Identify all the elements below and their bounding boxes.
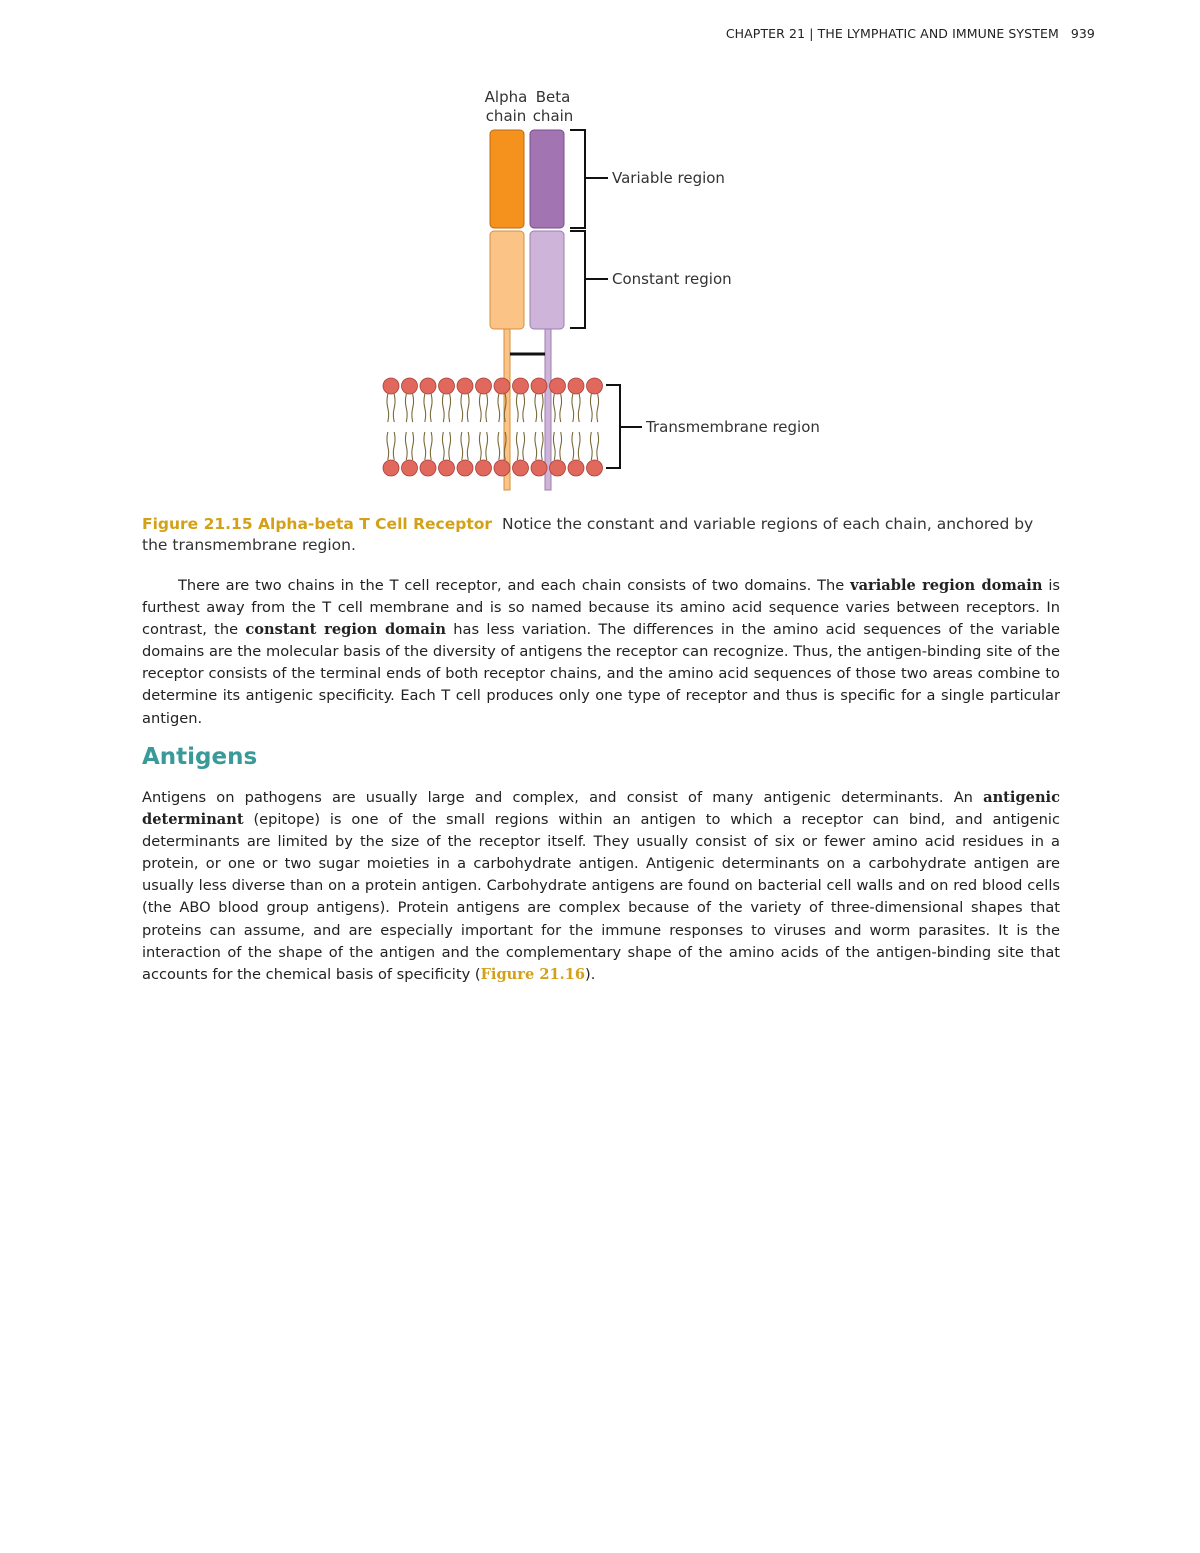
lipid-head bbox=[439, 460, 455, 476]
lipid-head bbox=[550, 378, 566, 394]
lipid-head bbox=[402, 460, 418, 476]
lipid-head bbox=[494, 460, 510, 476]
para2-text-3: ). bbox=[585, 965, 596, 983]
paragraph-antigens bbox=[142, 787, 1060, 986]
caption-title: Figure 21.15 Alpha-beta T Cell Receptor bbox=[142, 515, 493, 533]
lipid-tail bbox=[572, 432, 580, 460]
para2-text-2: (epitope) is one of the small regions within an antigen to which a receptor can bind, and antigenic determinants are limited by the size of the receptor itself. They usually consist of six or fewer amino acid residues in a protein, or one or two sugar moieties in a carbohydrate antigen. Antigenic determinants on a carbohydrate antigen are usually less diverse than on a protein antigen. Carbohydrate antigens are found on bacterial cell walls and on red blood cells (the ABO blood group antigens). Protein antigens are complex because of the variety of three-dimensional shapes that proteins can assume, and are especially important for the immune responses to viruses and worm parasites. It is the interaction of the shape of the antigen and the complementary shape of the amino acids of the antigen-binding site that accounts for the chemical basis of specificity ( bbox=[142, 811, 1060, 983]
lipid-head bbox=[457, 378, 473, 394]
beta-variable-domain bbox=[530, 130, 564, 228]
lipid-head bbox=[420, 460, 436, 476]
lipid-tail bbox=[553, 432, 561, 460]
lipid-bilayer bbox=[383, 378, 603, 476]
lipid-head bbox=[402, 378, 418, 394]
figure-caption bbox=[142, 514, 1062, 556]
lipid-tail bbox=[387, 432, 395, 460]
term-variable-region-domain: variable region domain bbox=[850, 577, 1043, 594]
lipid-tail bbox=[461, 394, 469, 422]
lipid-tail bbox=[442, 432, 450, 460]
figure-21-16-link[interactable]: Figure 21.16 bbox=[480, 965, 586, 983]
running-header bbox=[726, 26, 1095, 41]
lipid-head bbox=[531, 378, 547, 394]
lipid-head bbox=[494, 378, 510, 394]
para1-text-3: has less variation. The differences in the amino acid sequences of the variable domains are the molecular basis of the diversity of antigens the receptor can recognize. Thus, the antigen-binding site of the receptor consists of the terminal ends of both receptor chains, and the amino acid sequences of those two areas combine to determine its antigenic specificity. Each T cell produces only one type of receptor and thus is specific for a single particular antigen. bbox=[142, 621, 1060, 727]
alpha-label-line1: Alpha bbox=[484, 88, 528, 106]
tcell-receptor-figure bbox=[370, 82, 840, 497]
lipid-tail bbox=[553, 394, 561, 422]
lipid-head bbox=[476, 460, 492, 476]
lipid-head bbox=[476, 378, 492, 394]
para1-text-2: is furthest away from the T cell membrane and is so named because its amino acid sequence varies between receptors. In contrast, the bbox=[142, 577, 1060, 639]
lipid-tail bbox=[387, 394, 395, 422]
lipid-tail bbox=[405, 394, 413, 422]
constant-bracket bbox=[570, 231, 585, 328]
lipid-tail bbox=[424, 432, 432, 460]
section-heading-antigens: Antigens bbox=[142, 744, 258, 770]
lipid-head bbox=[550, 460, 566, 476]
lipid-head bbox=[587, 460, 603, 476]
lipid-head bbox=[420, 378, 436, 394]
transmembrane-region-label: Transmembrane region bbox=[646, 418, 820, 436]
alpha-label-line2: chain bbox=[485, 107, 527, 125]
running-title: CHAPTER 21 | THE LYMPHATIC AND IMMUNE SYSTEM bbox=[725, 26, 1059, 41]
variable-region-label: Variable region bbox=[612, 169, 725, 187]
term-antigenic-determinant: antigenic determinant bbox=[142, 789, 1060, 829]
beta-constant-domain bbox=[530, 231, 564, 329]
lipid-tail bbox=[461, 432, 469, 460]
paragraph-tcell-receptor bbox=[142, 575, 1060, 730]
para2-text-1: Antigens on pathogens are usually large and complex, and consist of many antigenic determinants. An bbox=[142, 789, 984, 806]
lipid-head bbox=[383, 378, 399, 394]
lipid-head bbox=[568, 460, 584, 476]
page-number: 939 bbox=[1070, 26, 1095, 41]
tcell-receptor-diagram bbox=[370, 82, 840, 497]
alpha-constant-domain bbox=[490, 231, 524, 329]
lipid-tail bbox=[535, 394, 543, 422]
lipid-tail bbox=[479, 432, 487, 460]
variable-bracket bbox=[570, 130, 585, 228]
lipid-tail bbox=[590, 432, 598, 460]
transmembrane-bracket bbox=[606, 385, 620, 468]
term-constant-region-domain: constant region domain bbox=[245, 621, 446, 639]
caption-text: Notice the constant and variable regions of each chain, anchored by the transmembrane region. bbox=[142, 515, 1034, 554]
lipid-tail bbox=[479, 394, 487, 422]
lipid-head bbox=[568, 378, 584, 394]
lipid-tail bbox=[442, 394, 450, 422]
lipid-tail bbox=[405, 432, 413, 460]
beta-label-line2: chain bbox=[532, 107, 574, 125]
lipid-head bbox=[531, 460, 547, 476]
lipid-tail bbox=[516, 394, 524, 422]
lipid-head bbox=[383, 460, 399, 476]
lipid-tail bbox=[516, 432, 524, 460]
lipid-head bbox=[439, 378, 455, 394]
lipid-head bbox=[457, 460, 473, 476]
alpha-variable-domain bbox=[490, 130, 524, 228]
beta-label-line1: Beta bbox=[535, 88, 571, 106]
lipid-head bbox=[587, 378, 603, 394]
lipid-tail bbox=[590, 394, 598, 422]
lipid-head bbox=[513, 378, 529, 394]
constant-region-label: Constant region bbox=[612, 270, 732, 288]
lipid-head bbox=[513, 460, 529, 476]
lipid-tail bbox=[424, 394, 432, 422]
para1-text-1: There are two chains in the T cell receptor, and each chain consists of two domains. The bbox=[178, 577, 851, 594]
lipid-tail bbox=[572, 394, 580, 422]
lipid-tail bbox=[535, 432, 543, 460]
